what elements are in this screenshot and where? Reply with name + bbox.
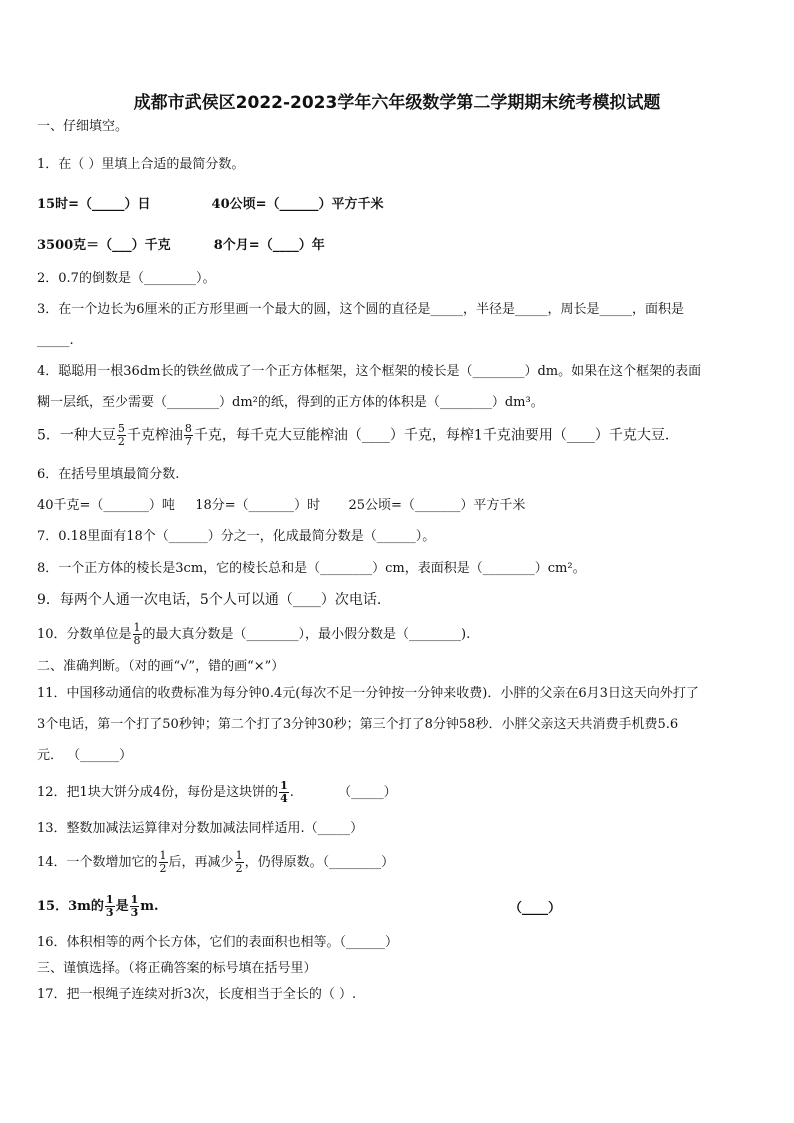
question-1-row-2 — [37, 237, 325, 255]
question-5-text-c: 千克，每千克大豆能榨油（____）千克，每榨1千克油要用（____）千克大豆. — [193, 427, 670, 444]
fraction-1-4 — [279, 780, 289, 805]
fraction-denominator: 8 — [133, 634, 141, 647]
question-13: 13．整数加减法运算律对分数加减法同样适用.（_____） — [37, 821, 364, 836]
section-1-heading: 一、仔细填空。 — [37, 119, 129, 134]
question-1-row-1 — [37, 196, 384, 214]
fraction-numerator: 1 — [130, 893, 139, 906]
question-6c: 25公顷=（_______）平方千米 — [348, 498, 526, 513]
fraction-8-7 — [184, 423, 193, 448]
question-5-text-a: 5．一种大豆 — [37, 427, 116, 444]
question-10-text-a: 10．分数单位是 — [37, 627, 132, 642]
question-12-answer: （_____） — [338, 785, 397, 800]
question-4: 4．聪聪用一根36dm长的铁丝做成了一个正方体框架，这个框架的棱长是（________）dm。如果在这个框架的表面 — [37, 364, 702, 379]
question-3: 3．在一个边长为6厘米的正方形里画一个最大的圆，这个圆的直径是_____，半径是_____，周长是_____，面积是 — [37, 302, 685, 317]
question-15-text-c: m. — [140, 899, 159, 914]
question-12-text-a: 12．把1块大饼分成4份，每份是这块饼的 — [37, 785, 279, 800]
question-6: 6．在括号里填最简分数. — [37, 467, 180, 482]
question-2: 2．0.7的倒数是（________）。 — [37, 271, 216, 286]
fraction-numerator: 1 — [159, 849, 167, 862]
fraction-numerator: 1 — [280, 779, 288, 792]
question-11-continued-1: 3个电话，第一个打了50秒钟；第二个打了3分钟30秒；第三个打了8分钟58秒．小胖父亲这天共消费手机费5.6 — [37, 717, 679, 732]
question-9: 9．每两个人通一次电话，5个人可以通（____）次电话. — [37, 592, 382, 608]
page-title: 成都市武侯区2022-2023学年六年级数学第二学期期末统考模拟试题 — [133, 93, 661, 113]
question-11-continued-2: 元． （______） — [37, 748, 133, 763]
question-15 — [37, 894, 757, 919]
fraction-5-2 — [117, 423, 126, 448]
question-14 — [37, 850, 394, 875]
question-8: 8．一个正方体的棱长是3cm，它的棱长总和是（________）cm，表面积是（________）cm²。 — [37, 561, 586, 576]
fraction-1-3 — [105, 894, 115, 919]
fraction-1-2 — [159, 850, 168, 875]
question-15-text-a: 15．3m的 — [37, 899, 104, 914]
fraction-numerator: 8 — [184, 422, 192, 435]
fraction-denominator: 2 — [117, 435, 125, 448]
question-12-text-b: . — [289, 785, 294, 800]
fraction-numerator: 5 — [117, 422, 125, 435]
fraction-numerator: 1 — [235, 849, 243, 862]
question-5-text-b: 千克榨油 — [126, 427, 183, 444]
question-1: 1．在（ ）里填上合适的最简分数。 — [37, 157, 245, 172]
fraction-denominator: 3 — [130, 906, 139, 919]
question-10-text-b: 的最大真分数是（________），最小假分数是（________). — [142, 627, 471, 642]
fraction-numerator: 1 — [105, 893, 114, 906]
question-15-text-b: 是 — [115, 899, 129, 914]
section-3-heading: 三、谨慎选择。（将正确答案的标号填在括号里） — [37, 961, 317, 976]
fraction-1-8 — [133, 622, 142, 647]
question-7: 7．0.18里面有18个（______）分之一，化成最简分数是（______）。 — [37, 529, 436, 544]
question-3-continued: _____. — [37, 333, 74, 348]
question-4-continued: 糊一层纸，至少需要（________）dm²的纸，得到的正方体的体积是（________）dm³。 — [37, 395, 544, 410]
question-17: 17．把一根绳子连续对折3次，长度相当于全长的（ ）. — [37, 987, 357, 1002]
question-14-text-c: ，仍得原数。（________） — [244, 855, 395, 870]
question-10 — [37, 622, 470, 647]
question-15-answer: （____） — [509, 901, 562, 916]
fraction-numerator: 1 — [133, 621, 141, 634]
fraction-denominator: 4 — [280, 792, 288, 805]
fraction-1-3-second — [130, 894, 140, 919]
question-12 — [37, 780, 397, 805]
question-6b: 18分=（_______）时 — [195, 498, 321, 513]
fraction-denominator: 2 — [235, 862, 243, 875]
fraction-1-2-second — [235, 850, 244, 875]
question-5 — [37, 423, 669, 448]
question-1d: 8个月=（____）年 — [213, 238, 325, 253]
question-6-row — [37, 497, 525, 515]
question-6a: 40千克=（_______）吨 — [37, 498, 175, 513]
question-11: 11．中国移动通信的收费标准为每分钟0.4元(每次不足一分钟按一分钟来收费)．小胖的父亲在6月3日这天向外打了 — [37, 686, 699, 701]
question-14-text-a: 14．一个数增加它的 — [37, 855, 158, 870]
question-1b: 40公顷=（______）平方千米 — [211, 197, 384, 212]
fraction-denominator: 3 — [105, 906, 114, 919]
question-1c: 3500克＝（___）千克 — [37, 238, 171, 253]
section-2-heading: 二、准确判断。（对的画“√”，错的画“×”） — [37, 659, 285, 674]
question-16: 16．体积相等的两个长方体，它们的表面积也相等。（______） — [37, 935, 399, 950]
fraction-denominator: 7 — [184, 435, 192, 448]
question-1a: 15时=（_____）日 — [37, 197, 151, 212]
fraction-denominator: 2 — [159, 862, 167, 875]
question-14-text-b: 后，再减少 — [168, 855, 234, 870]
